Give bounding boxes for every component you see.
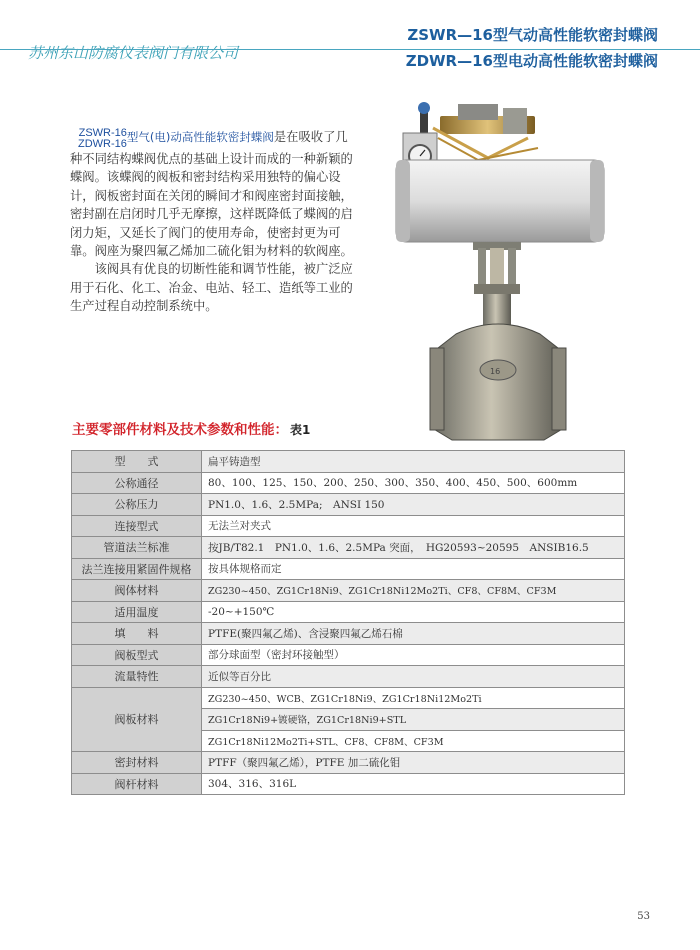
- table-row: [72, 752, 625, 774]
- table-row: [72, 601, 625, 623]
- intro-paragraph-2: 该阀具有优良的切断性能和调节性能，被广泛应用于石化、化工、冶金、电站、轻工、造纸等工业的生产过程自动控制系统中。: [70, 262, 353, 314]
- row-value: ZG230~450、ZG1Cr18Ni9、ZG1Cr18Ni12Mo2Ti、CF8、CF8M、CF3M: [202, 580, 625, 602]
- row-label: 密封材料: [72, 752, 202, 774]
- row-value: ZG1Cr18Ni12Mo2Ti+STL、CF8、CF8M、CF3M: [202, 730, 625, 752]
- table-row: [72, 515, 625, 537]
- row-label: 阀板材料: [72, 687, 202, 752]
- table-row: [72, 773, 625, 795]
- model-2: ZDWR-16: [78, 138, 127, 150]
- row-value: PTFF（聚四氟乙烯），PTFE 加二硫化钼: [202, 752, 625, 774]
- row-label: 适用温度: [72, 601, 202, 623]
- row-label: 阀体材料: [72, 580, 202, 602]
- row-label: 型 式: [72, 451, 202, 473]
- row-label: 法兰连接用紧固件规格: [72, 558, 202, 580]
- row-label: 阀杆材料: [72, 773, 202, 795]
- row-value: ZG1Cr18Ni9+镀硬铬，ZG1Cr18Ni9+STL: [202, 709, 625, 731]
- spec-table: [71, 450, 625, 795]
- valve-photo: [378, 98, 618, 443]
- valve-knob-icon: [418, 102, 430, 114]
- intro-text: [70, 128, 355, 316]
- row-label: 管道法兰标准: [72, 537, 202, 559]
- row-label: 连接型式: [72, 515, 202, 537]
- row-label: 公称压力: [72, 494, 202, 516]
- svg-text:16: 16: [490, 367, 501, 376]
- row-value: 部分球面型（密封环接触型）: [202, 644, 625, 666]
- page-number: 53: [637, 911, 650, 922]
- table-row: [72, 687, 625, 709]
- table-row: [72, 537, 625, 559]
- row-value: -20~+150℃: [202, 601, 625, 623]
- row-label: 流量特性: [72, 666, 202, 688]
- model-numbers: [78, 128, 127, 150]
- row-value: 近似等百分比: [202, 666, 625, 688]
- row-value: 80、100、125、150、200、250、300、350、400、450、500、600mm: [202, 472, 625, 494]
- table-row: [72, 558, 625, 580]
- row-value: 无法兰对夹式: [202, 515, 625, 537]
- row-value: 扁平铸造型: [202, 451, 625, 473]
- intro-p1-rest: 是在吸收了几种不同结构蝶阀优点的基础上设计而成的一种新颖的蝶阀。该蝶阀的阀板和密封结构采用独特的偏心设计，阀板密封面在关闭的瞬间才和阀座密封面接触，密封副在启闭时几乎无摩擦，这样既降低了蝶阀的启闭力矩，又延长了阀门的使用寿命，使密封更为可靠。阀座为聚四氟乙烯加二硫化钼为材料的软阀座。: [70, 130, 353, 259]
- table-row: [72, 494, 625, 516]
- row-label: 填 料: [72, 623, 202, 645]
- section-title: [72, 418, 310, 438]
- model-1: ZSWR-16: [78, 127, 127, 139]
- row-value: 按JB/T82.1 PN1.0、1.6、2.5MPa 突面， HG20593~20595 ANSIB16.5: [202, 537, 625, 559]
- row-label: 公称通径: [72, 472, 202, 494]
- table-row: [72, 451, 625, 473]
- table-row: [72, 623, 625, 645]
- header-title-line2: ZDWR—16型电动高性能软密封蝶阀: [405, 52, 658, 70]
- row-label: 阀板型式: [72, 644, 202, 666]
- table-row: [72, 644, 625, 666]
- intro-paragraph-1: [70, 128, 355, 260]
- table-row: [72, 666, 625, 688]
- row-value: PN1.0、1.6、2.5MPa; ANSI 150: [202, 494, 625, 516]
- company-name: 苏州东山防腐仪表阀门有限公司: [28, 44, 239, 62]
- table-row: [72, 472, 625, 494]
- table-row: [72, 580, 625, 602]
- section-title-text: 主要零部件材料及技术参数和性能：: [72, 422, 288, 438]
- intro-lead: 型气(电)动高性能软密封蝶阀: [126, 130, 274, 144]
- header-title-line1: ZSWR—16型气动高性能软密封蝶阀: [407, 26, 658, 44]
- row-value: PTFE(聚四氟乙烯)、含浸聚四氟乙烯石棉: [202, 623, 625, 645]
- row-value: 304、316、316L: [202, 773, 625, 795]
- row-value: 按具体规格而定: [202, 558, 625, 580]
- table-number: 表1: [290, 423, 311, 437]
- row-value: ZG230~450、WCB、ZG1Cr18Ni9、ZG1Cr18Ni12Mo2Ti: [202, 687, 625, 709]
